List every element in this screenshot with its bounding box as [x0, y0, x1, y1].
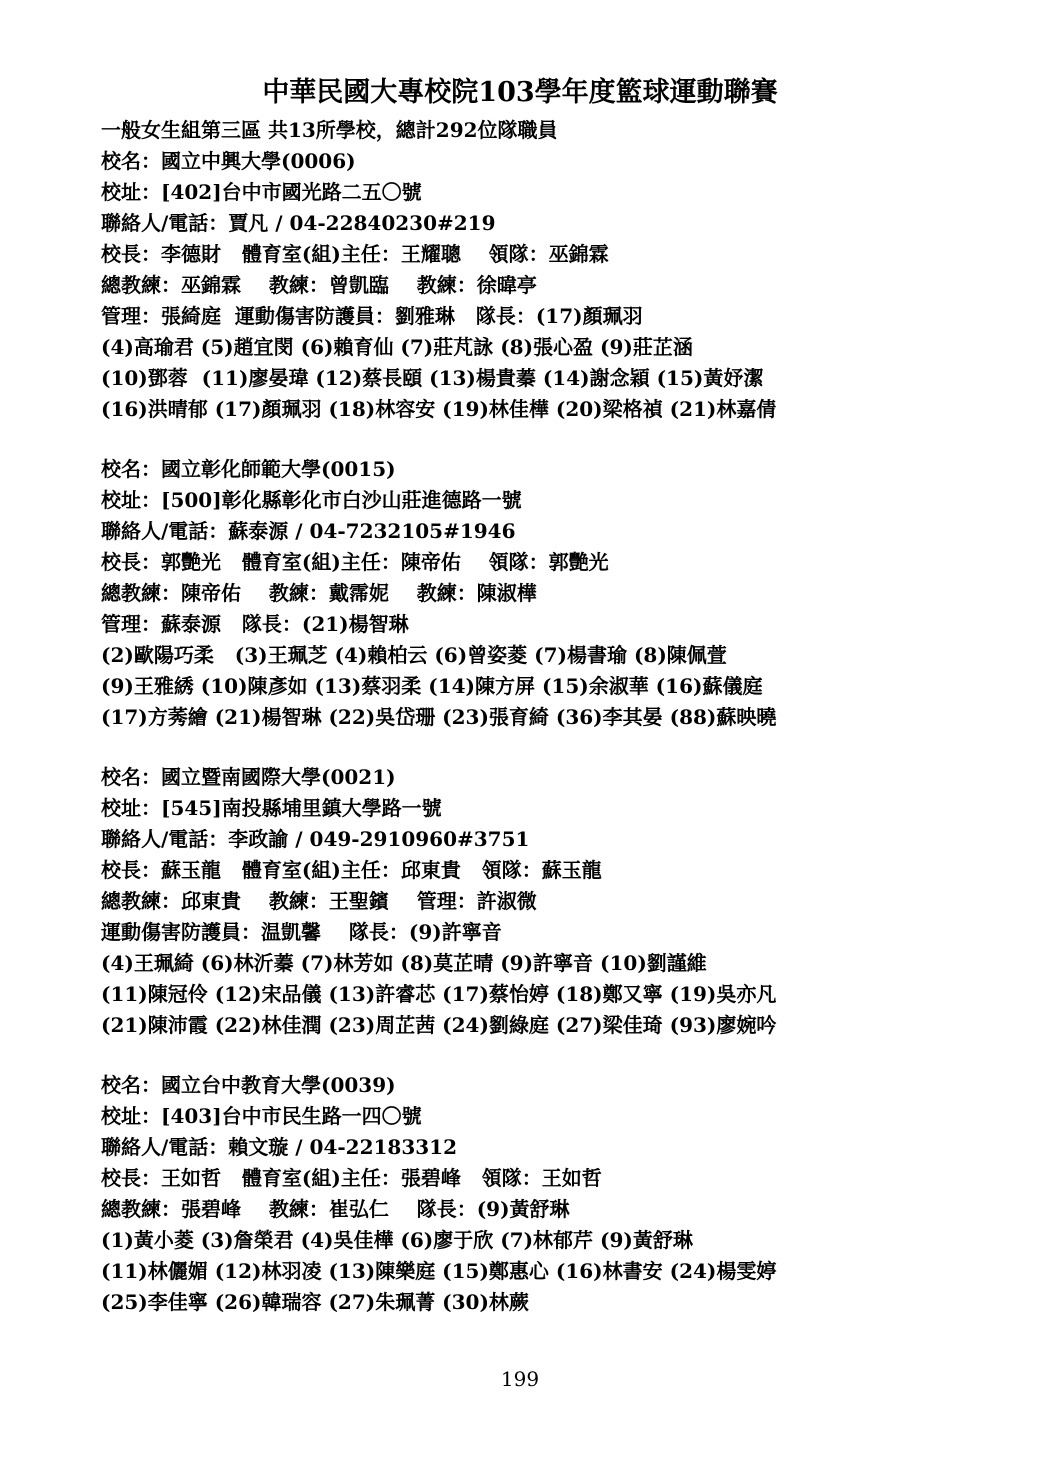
school-roster-line: (11)陳冠伶 (12)宋品儀 (13)許睿芯 (17)蔡怡婷 (18)鄭又寧 (19)吳亦凡: [101, 982, 777, 1006]
school-name: 校名：國立中興大學(0006): [101, 149, 356, 173]
school-roster-line: (25)李佳寧 (26)韓瑞容 (27)朱珮菁 (30)林蕨: [101, 1290, 529, 1314]
school-roster-line: (4)王珮綺 (6)林沂蓁 (7)林芳如 (8)莫芷晴 (9)許寧音 (10)劉謹維: [101, 951, 707, 975]
school-block: [101, 762, 1001, 1041]
school-name: 校名：國立彰化師範大學(0015): [101, 457, 396, 481]
school-coaches: 總教練：巫錦霖 教練：曾凱臨 教練：徐暐亭: [101, 273, 537, 297]
school-name: 校名：國立暨南國際大學(0021): [101, 765, 396, 789]
school-contact: 聯絡人/電話：蘇泰源 / 04-7232105#1946: [101, 519, 516, 543]
school-staff-captain: 管理：張綺庭 運動傷害防護員：劉雅琳 隊長：(17)顏珮羽: [101, 304, 643, 328]
school-roster-line: (9)王雅綉 (10)陳彥如 (13)蔡羽柔 (14)陳方屏 (15)余淑華 (16)蘇儀庭: [101, 674, 763, 698]
school-officials: 校長：蘇玉龍 體育室(組)主任：邱東貴 領隊：蘇玉龍: [101, 858, 602, 882]
school-coaches: 總教練：陳帝佑 教練：戴霈妮 教練：陳淑樺: [101, 581, 537, 605]
school-roster-line: (16)洪晴郁 (17)顏珮羽 (18)林容安 (19)林佳樺 (20)梁格禎 (21)林嘉倩: [101, 397, 777, 421]
school-roster-line: (11)林儷媚 (12)林羽凌 (13)陳樂庭 (15)鄭惠心 (16)林書安 (24)楊雯婷: [101, 1259, 777, 1283]
school-name: 校名：國立台中教育大學(0039): [101, 1073, 396, 1097]
school-address: 校址：[545]南投縣埔里鎮大學路一號: [101, 796, 442, 820]
school-roster-line: (4)高瑜君 (5)趙宜閔 (6)賴育仙 (7)莊芃詠 (8)張心盈 (9)莊芷涵: [101, 335, 693, 359]
school-coaches: 總教練：邱東貴 教練：王聖鑌 管理：許淑微: [101, 889, 537, 913]
school-address: 校址：[500]彰化縣彰化市白沙山莊進德路一號: [101, 488, 522, 512]
school-address: 校址：[403]台中市民生路一四〇號: [101, 1104, 422, 1128]
school-officials: 校長：郭艷光 體育室(組)主任：陳帝佑 領隊：郭艷光: [101, 550, 609, 574]
school-roster-line: (17)方莠繪 (21)楊智琳 (22)吳岱珊 (23)張育綺 (36)李其晏 (88)蘇映曉: [101, 705, 777, 729]
school-block: [101, 1070, 1001, 1318]
school-coaches: 總教練：張碧峰 教練：崔弘仁 隊長：(9)黃舒琳: [101, 1197, 570, 1221]
school-block: [101, 454, 1001, 733]
school-roster-line: (21)陳沛霞 (22)林佳潤 (23)周芷茜 (24)劉綠庭 (27)梁佳琦 (93)廖婉吟: [101, 1013, 777, 1037]
school-roster-line: (10)鄧蓉 (11)廖晏瑋 (12)蔡長頤 (13)楊貴蓁 (14)謝念穎 (15)黃妤潔: [101, 366, 764, 390]
school-block: [101, 146, 1001, 425]
division-summary: 一般女生組第三區 共13所學校，總計292位隊職員: [101, 118, 558, 142]
school-staff-captain: 管理：蘇泰源 隊長：(21)楊智琳: [101, 612, 409, 636]
school-address: 校址：[402]台中市國光路二五〇號: [101, 180, 422, 204]
school-roster-line: (1)黃小菱 (3)詹榮君 (4)吳佳樺 (6)廖于欣 (7)林郁芹 (9)黃舒琳: [101, 1228, 693, 1252]
document-body: [101, 115, 1001, 1347]
school-contact: 聯絡人/電話：賴文璇 / 04-22183312: [101, 1135, 457, 1159]
school-roster-line: (2)歐陽巧柔 (3)王珮芝 (4)賴柏云 (6)曾姿菱 (7)楊書瑜 (8)陳佩萱: [101, 643, 727, 667]
school-officials: 校長：李德財 體育室(組)主任：王耀聰 領隊：巫錦霖: [101, 242, 609, 266]
school-contact: 聯絡人/電話：李政諭 / 049-2910960#3751: [101, 827, 530, 851]
school-officials: 校長：王如哲 體育室(組)主任：張碧峰 領隊：王如哲: [101, 1166, 602, 1190]
document-title: 中華民國大專校院103學年度籃球運動聯賽: [262, 77, 778, 108]
page-number: 199: [500, 1367, 540, 1391]
school-staff-captain: 運動傷害防護員：温凱馨 隊長：(9)許寧音: [101, 920, 502, 944]
school-contact: 聯絡人/電話：賈凡 / 04-22840230#219: [101, 211, 496, 235]
